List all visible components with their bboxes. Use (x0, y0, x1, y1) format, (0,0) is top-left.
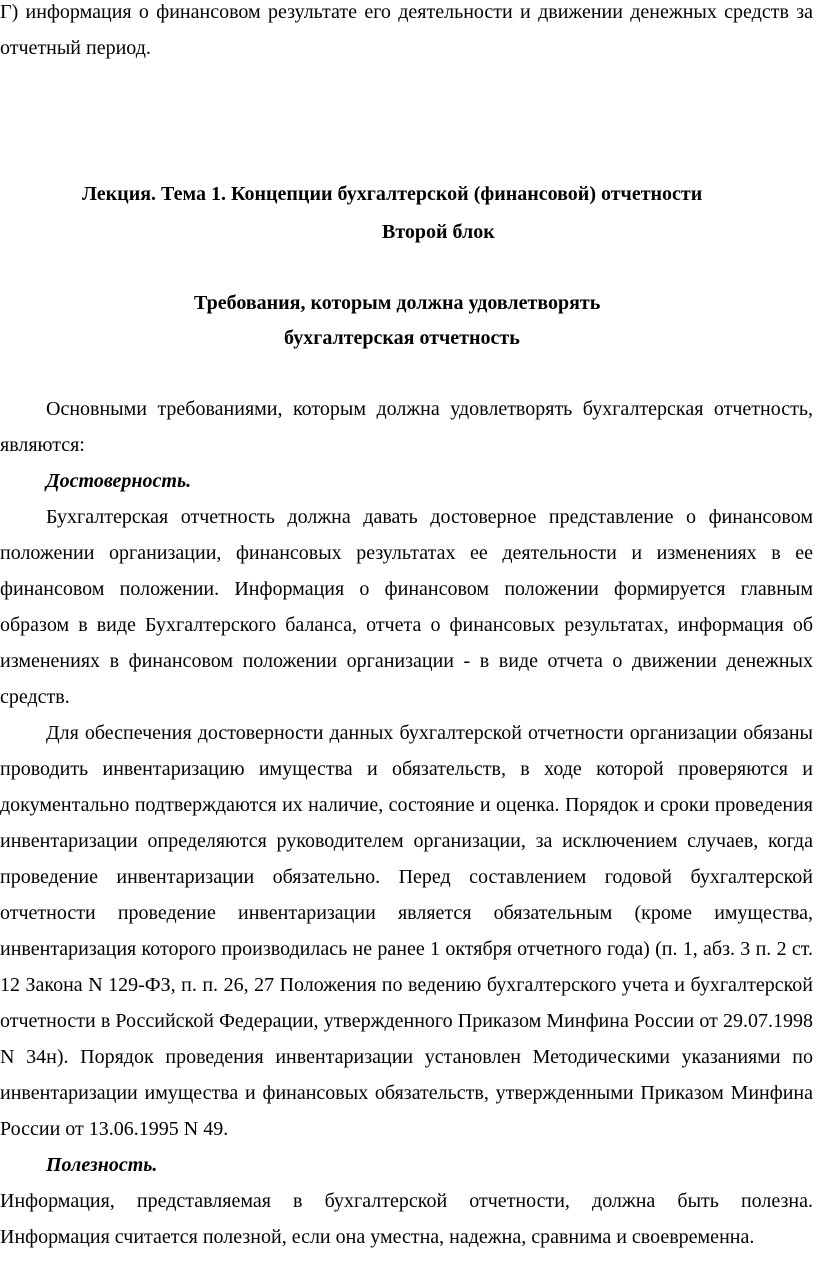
requirement-reliability-paragraph-1: Бухгалтерская отчетность должна давать достоверное представление о финансовом положении организации, финансовых результатах ее деятельности и изменениях в ее финансовом положении. Информация о финансовом положении формируется главным образом в виде Бухгалтерского баланса, отчета о финансовых результатах, информация об изменениях в финансовом положении организации - в виде отчета о движении денежных средств. (0, 506, 813, 708)
section-title-line-1: Требования, которым должна удовлетворять (194, 292, 601, 314)
lead-paragraph: Основными требованиями, которым должна удовлетворять бухгалтерская отчетность, являются: (0, 398, 813, 456)
lecture-title: Лекция. Тема 1. Концепции бухгалтерской (финансовой) отчетности (82, 183, 703, 205)
block-label: Второй блок (382, 221, 495, 243)
requirement-reliability-paragraph-2: Для обеспечения достоверности данных бухгалтерской отчетности организации обязаны проводить инвентаризацию имущества и обязательств, в ходе которой проверяются и документально подтверждаются их наличие, состояние и оценка. Порядок и сроки проведения инвентаризации определяются руководителем организации, за исключением случаев, когда проведение инвентаризации обязательно. Перед составлением годовой бухгалтерской отчетности проведение инвентаризации является обязательным (кроме имущества, инвентаризация которого производилась не ранее 1 октября отчетного года) (п. 1, абз. 3 п. 2 ст. 12 Закона N 129-ФЗ, п. п. 26, 27 Положения по ведению бухгалтерского учета и бухгалтерской отчетности в Российской Федерации, утвержденного Приказом Минфина России от 29.07.1998 N 34н). Порядок проведения инвентаризации установлен Методическими указаниями по инвентаризации имущества и финансовых обязательств, утвержденными Приказом Минфина России от 13.06.1995 N 49. (0, 722, 813, 1140)
intro-list-item: Г) информация о финансовом результате его деятельности и движении денежных средств за отчетный период. (0, 1, 813, 59)
requirement-reliability-title: Достоверность. (46, 470, 192, 492)
section-title-line-2: бухгалтерская отчетность (284, 327, 520, 349)
requirement-usefulness-title: Полезность. (46, 1154, 158, 1176)
requirement-usefulness-line-2: Информация считается полезной, если она уместна, надежна, сравнима и своевременна. (0, 1226, 755, 1248)
requirement-usefulness-line-1: Информация, представляемая в бухгалтерской отчетности, должна быть полезна. (0, 1190, 813, 1212)
